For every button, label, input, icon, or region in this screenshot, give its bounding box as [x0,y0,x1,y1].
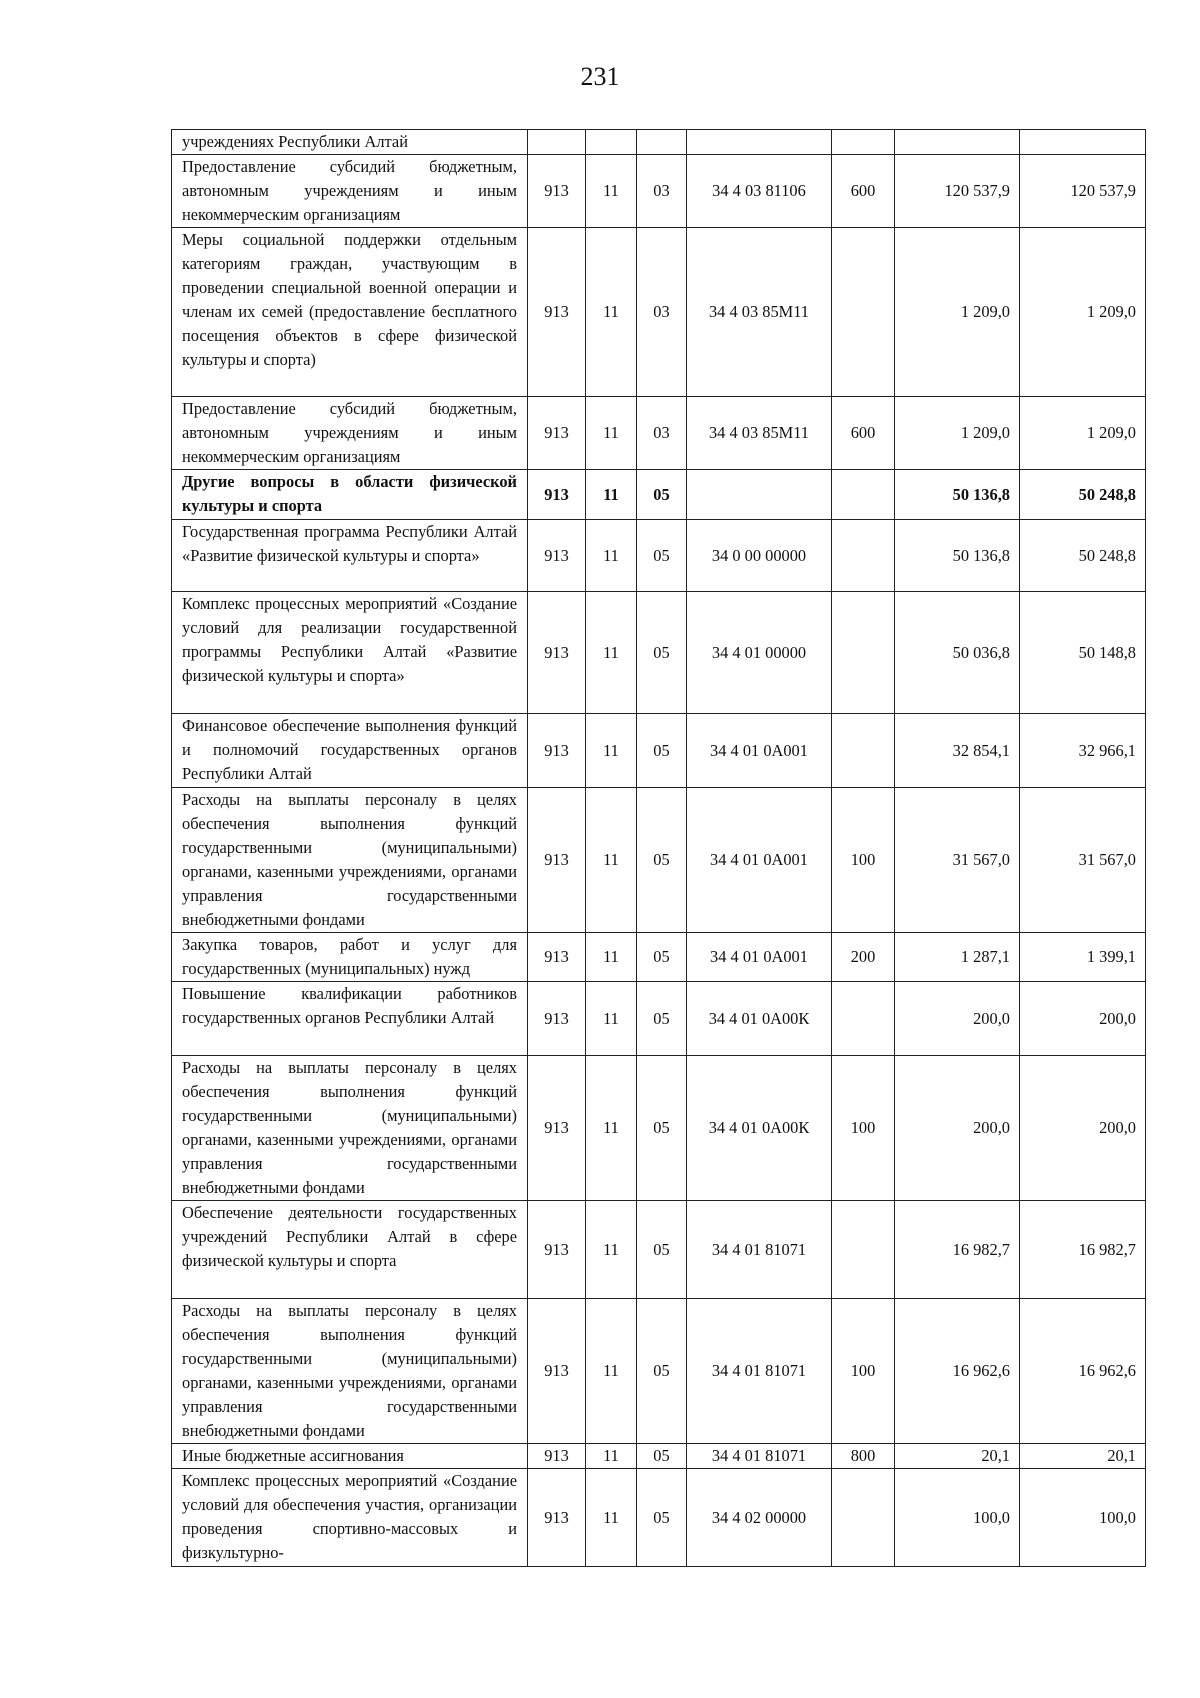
row-expense-type-code: 100 [832,788,895,933]
budget-table [171,129,1146,1567]
row-amount-year-2: 50 148,8 [1020,592,1146,714]
row-amount-year-1: 50 036,8 [895,592,1020,714]
row-amount-year-2: 120 537,9 [1020,155,1146,228]
table-row [172,592,1146,714]
row-subsection-code [637,130,687,155]
row-amount-year-2: 32 966,1 [1020,714,1146,788]
row-amount-year-2: 200,0 [1020,1056,1146,1201]
row-description: Предоставление субсидий бюджетным, автономным учреждениям и иным некоммерческим организациям [172,155,528,228]
row-target-article-code: 34 4 01 0А001 [687,933,832,982]
row-description: Меры социальной поддержки отдельным категориям граждан, участвующим в проведении специальной военной операции и членам их семей (предоставление бесплатного посещения объектов в сфере физической культуры и спорта) [172,228,528,397]
row-description: Государственная программа Республики Алтай «Развитие физической культуры и спорта» [172,520,528,592]
table-row [172,155,1146,228]
row-subsection-code: 05 [637,1469,687,1567]
row-subsection-code: 05 [637,982,687,1056]
row-section-code: 11 [586,788,637,933]
row-expense-type-code [832,1469,895,1567]
row-amount-year-2: 16 982,7 [1020,1201,1146,1299]
row-amount-year-1: 100,0 [895,1469,1020,1567]
page-number: 231 [580,62,620,91]
row-subsection-code: 03 [637,397,687,470]
row-amount-year-1: 50 136,8 [895,520,1020,592]
row-expense-type-code: 100 [832,1056,895,1201]
row-amount-year-1: 16 962,6 [895,1299,1020,1444]
table-row [172,788,1146,933]
row-section-code: 11 [586,1056,637,1201]
row-amount-year-1: 200,0 [895,1056,1020,1201]
row-description: Повышение квалификации работников государственных органов Республики Алтай [172,982,528,1056]
row-ministry-code: 913 [528,397,586,470]
row-subsection-code: 05 [637,520,687,592]
row-target-article-code: 34 4 01 81071 [687,1201,832,1299]
row-amount-year-2: 50 248,8 [1020,470,1146,520]
row-subsection-code: 05 [637,1299,687,1444]
row-target-article-code: 34 4 01 81071 [687,1444,832,1469]
row-amount-year-1: 1 287,1 [895,933,1020,982]
row-amount-year-1: 16 982,7 [895,1201,1020,1299]
row-subsection-code: 05 [637,714,687,788]
row-target-article-code: 34 4 01 0А00К [687,982,832,1056]
row-amount-year-2: 31 567,0 [1020,788,1146,933]
row-subsection-code: 05 [637,470,687,520]
row-expense-type-code [832,1201,895,1299]
row-ministry-code: 913 [528,1201,586,1299]
row-target-article-code: 34 0 00 00000 [687,520,832,592]
row-description: Предоставление субсидий бюджетным, автономным учреждениям и иным некоммерческим организациям [172,397,528,470]
row-section-code: 11 [586,714,637,788]
row-expense-type-code: 100 [832,1299,895,1444]
row-target-article-code: 34 4 03 85М11 [687,397,832,470]
row-target-article-code: 34 4 01 00000 [687,592,832,714]
row-subsection-code: 05 [637,1056,687,1201]
row-amount-year-1: 1 209,0 [895,228,1020,397]
row-subsection-code: 05 [637,1201,687,1299]
row-description: Другие вопросы в области физической культуры и спорта [172,470,528,520]
row-amount-year-1: 20,1 [895,1444,1020,1469]
row-ministry-code: 913 [528,470,586,520]
row-amount-year-1: 1 209,0 [895,397,1020,470]
row-amount-year-2: 20,1 [1020,1444,1146,1469]
row-amount-year-1: 31 567,0 [895,788,1020,933]
row-target-article-code: 34 4 01 81071 [687,1299,832,1444]
row-description: учреждениях Республики Алтай [172,130,528,155]
row-ministry-code: 913 [528,933,586,982]
row-ministry-code: 913 [528,520,586,592]
row-section-code: 11 [586,228,637,397]
row-section-code: 11 [586,592,637,714]
row-target-article-code [687,130,832,155]
table-row [172,397,1146,470]
row-expense-type-code [832,470,895,520]
row-expense-type-code [832,130,895,155]
row-target-article-code: 34 4 02 00000 [687,1469,832,1567]
row-description: Комплекс процессных мероприятий «Создание условий для реализации государственной программы Республики Алтай «Развитие физической культуры и спорта» [172,592,528,714]
row-description: Комплекс процессных мероприятий «Создание условий для обеспечения участия, организации проведения спортивно-массовых и физкультурно- [172,1469,528,1567]
row-section-code: 11 [586,1444,637,1469]
row-expense-type-code: 800 [832,1444,895,1469]
row-amount-year-2: 1 209,0 [1020,228,1146,397]
row-ministry-code: 913 [528,228,586,397]
row-target-article-code: 34 4 03 85М11 [687,228,832,397]
table-row [172,714,1146,788]
row-amount-year-1: 50 136,8 [895,470,1020,520]
row-subsection-code: 05 [637,592,687,714]
row-description: Обеспечение деятельности государственных учреждений Республики Алтай в сфере физической культуры и спорта [172,1201,528,1299]
row-subsection-code: 03 [637,155,687,228]
row-expense-type-code [832,520,895,592]
row-subsection-code: 05 [637,933,687,982]
row-target-article-code: 34 4 03 81106 [687,155,832,228]
row-ministry-code: 913 [528,1299,586,1444]
row-section-code: 11 [586,1201,637,1299]
row-ministry-code: 913 [528,1469,586,1567]
row-expense-type-code [832,592,895,714]
row-expense-type-code: 200 [832,933,895,982]
row-amount-year-2: 1 399,1 [1020,933,1146,982]
row-section-code: 11 [586,1469,637,1567]
row-amount-year-2: 16 962,6 [1020,1299,1146,1444]
row-ministry-code [528,130,586,155]
row-subsection-code: 03 [637,228,687,397]
row-subsection-code: 05 [637,788,687,933]
row-expense-type-code [832,714,895,788]
row-description: Расходы на выплаты персоналу в целях обеспечения выполнения функций государственными (муниципальными) органами, казенными учреждениями, органами управления государственными внебюджетными фондами [172,1056,528,1201]
table-row [172,1056,1146,1201]
row-description: Расходы на выплаты персоналу в целях обеспечения выполнения функций государственными (муниципальными) органами, казенными учреждениями, органами управления государственными внебюджетными фондами [172,788,528,933]
table-row [172,228,1146,397]
table-row [172,1201,1146,1299]
row-expense-type-code [832,228,895,397]
row-section-code: 11 [586,982,637,1056]
row-ministry-code: 913 [528,1444,586,1469]
table-row [172,1444,1146,1469]
row-ministry-code: 913 [528,714,586,788]
row-amount-year-2: 1 209,0 [1020,397,1146,470]
row-description: Расходы на выплаты персоналу в целях обеспечения выполнения функций государственными (муниципальными) органами, казенными учреждениями, органами управления государственными внебюджетными фондами [172,1299,528,1444]
table-row [172,982,1146,1056]
row-amount-year-1: 120 537,9 [895,155,1020,228]
row-description: Иные бюджетные ассигнования [172,1444,528,1469]
row-ministry-code: 913 [528,155,586,228]
row-ministry-code: 913 [528,788,586,933]
row-section-code: 11 [586,520,637,592]
row-target-article-code [687,470,832,520]
row-ministry-code: 913 [528,1056,586,1201]
row-subsection-code: 05 [637,1444,687,1469]
table-row [172,933,1146,982]
row-amount-year-2: 200,0 [1020,982,1146,1056]
row-expense-type-code [832,982,895,1056]
row-section-code: 11 [586,155,637,228]
row-target-article-code: 34 4 01 0А00К [687,1056,832,1201]
table-row [172,520,1146,592]
row-target-article-code: 34 4 01 0А001 [687,788,832,933]
row-amount-year-1 [895,130,1020,155]
row-amount-year-2: 100,0 [1020,1469,1146,1567]
table-row [172,470,1146,520]
row-amount-year-1: 200,0 [895,982,1020,1056]
row-expense-type-code: 600 [832,397,895,470]
table-row [172,130,1146,155]
row-description: Финансовое обеспечение выполнения функций и полномочий государственных органов Республики Алтай [172,714,528,788]
row-section-code: 11 [586,397,637,470]
row-section-code: 11 [586,1299,637,1444]
row-section-code [586,130,637,155]
row-section-code: 11 [586,933,637,982]
table-row [172,1299,1146,1444]
row-amount-year-1: 32 854,1 [895,714,1020,788]
row-description: Закупка товаров, работ и услуг для государственных (муниципальных) нужд [172,933,528,982]
table-row [172,1469,1146,1567]
row-ministry-code: 913 [528,982,586,1056]
row-target-article-code: 34 4 01 0А001 [687,714,832,788]
row-amount-year-2 [1020,130,1146,155]
row-section-code: 11 [586,470,637,520]
row-ministry-code: 913 [528,592,586,714]
row-amount-year-2: 50 248,8 [1020,520,1146,592]
row-expense-type-code: 600 [832,155,895,228]
